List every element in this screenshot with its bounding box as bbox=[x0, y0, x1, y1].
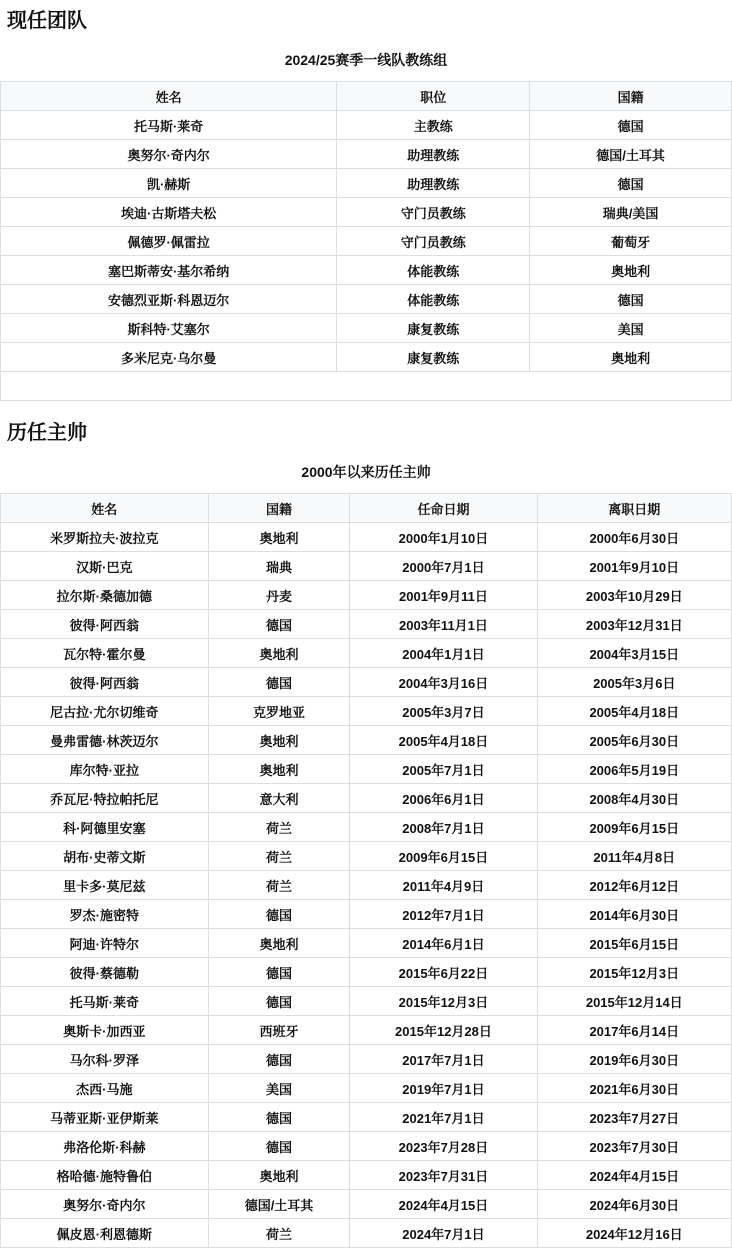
table-cell: 2015年6月22日 bbox=[350, 958, 537, 987]
column-header: 离职日期 bbox=[537, 494, 731, 523]
table-row bbox=[1, 813, 732, 842]
column-header: 职位 bbox=[337, 82, 530, 111]
table-row bbox=[1, 1132, 732, 1161]
table-cell: 德国/土耳其 bbox=[530, 140, 732, 169]
table-cell: 托马斯·莱奇 bbox=[1, 987, 209, 1016]
table-cell: 2012年6月12日 bbox=[537, 871, 731, 900]
table-cell: 德国 bbox=[208, 1132, 350, 1161]
managers-history-table-body bbox=[1, 523, 732, 1248]
table-cell: 2001年9月10日 bbox=[537, 552, 731, 581]
managers-history-table-header bbox=[1, 494, 732, 523]
table-cell: 2015年6月15日 bbox=[537, 929, 731, 958]
table-cell: 米罗斯拉夫·波拉克 bbox=[1, 523, 209, 552]
table-cell: 2015年12月3日 bbox=[350, 987, 537, 1016]
table-cell: 塞巴斯蒂安·基尔希纳 bbox=[1, 256, 337, 285]
table-row bbox=[1, 140, 732, 169]
table-cell: 2001年9月11日 bbox=[350, 581, 537, 610]
table-cell: 美国 bbox=[530, 314, 732, 343]
table-cell: 奥努尔·奇内尔 bbox=[1, 1190, 209, 1219]
table-cell: 奥地利 bbox=[530, 343, 732, 372]
table-cell: 荷兰 bbox=[208, 842, 350, 871]
table-cell: 2024年12月16日 bbox=[537, 1219, 731, 1248]
table-row bbox=[1, 1103, 732, 1132]
table-cell: 佩德罗·佩雷拉 bbox=[1, 227, 337, 256]
table-cell: 马尔科·罗泽 bbox=[1, 1045, 209, 1074]
table-row bbox=[1, 523, 732, 552]
table-row bbox=[1, 842, 732, 871]
table-cell: 2011年4月8日 bbox=[537, 842, 731, 871]
table-cell: 主教练 bbox=[337, 111, 530, 140]
former-managers-section bbox=[0, 422, 732, 1248]
table-cell: 康复教练 bbox=[337, 314, 530, 343]
table-cell: 里卡多·莫尼兹 bbox=[1, 871, 209, 900]
table-cell: 瑞典 bbox=[208, 552, 350, 581]
table-cell: 2004年3月16日 bbox=[350, 668, 537, 697]
table-cell: 2021年7月1日 bbox=[350, 1103, 537, 1132]
table-row bbox=[1, 314, 732, 343]
table-row bbox=[1, 610, 732, 639]
table-cell: 奥努尔·奇内尔 bbox=[1, 140, 337, 169]
table-cell: 奥地利 bbox=[530, 256, 732, 285]
table-cell: 2024年4月15日 bbox=[537, 1161, 731, 1190]
table-cell: 尼古拉·尤尔切维奇 bbox=[1, 697, 209, 726]
table-cell: 2015年12月28日 bbox=[350, 1016, 537, 1045]
table-cell: 德国 bbox=[208, 1103, 350, 1132]
column-header: 任命日期 bbox=[350, 494, 537, 523]
table-cell: 2012年7月1日 bbox=[350, 900, 537, 929]
table-cell: 瑞典/美国 bbox=[530, 198, 732, 227]
table-cell: 奥地利 bbox=[208, 639, 350, 668]
current-team-section bbox=[0, 10, 732, 401]
table-row bbox=[1, 343, 732, 372]
table-cell: 斯科特·艾塞尔 bbox=[1, 314, 337, 343]
table-row bbox=[1, 668, 732, 697]
table-row bbox=[1, 784, 732, 813]
table-cell: 2024年7月1日 bbox=[350, 1219, 537, 1248]
table-row bbox=[1, 871, 732, 900]
table-cell: 西班牙 bbox=[208, 1016, 350, 1045]
column-header: 国籍 bbox=[530, 82, 732, 111]
coaching-staff-table-caption: 2024/25赛季一线队教练组 bbox=[284, 52, 448, 68]
table-cell: 彼得·阿西翁 bbox=[1, 668, 209, 697]
table-row bbox=[1, 987, 732, 1016]
table-cell: 2023年7月31日 bbox=[350, 1161, 537, 1190]
table-cell: 2023年7月30日 bbox=[537, 1132, 731, 1161]
table-cell: 体能教练 bbox=[337, 256, 530, 285]
table-cell: 拉尔斯·桑德加德 bbox=[1, 581, 209, 610]
table-cell: 2023年7月28日 bbox=[350, 1132, 537, 1161]
coaching-staff-table bbox=[0, 40, 732, 401]
table-row bbox=[1, 697, 732, 726]
table-cell: 彼得·蔡德勒 bbox=[1, 958, 209, 987]
header-row bbox=[1, 82, 732, 111]
table-row bbox=[1, 726, 732, 755]
table-cell: 2009年6月15日 bbox=[350, 842, 537, 871]
table-cell: 2004年3月15日 bbox=[537, 639, 731, 668]
table-cell: 曼弗雷德·林茨迈尔 bbox=[1, 726, 209, 755]
table-row bbox=[1, 581, 732, 610]
table-row bbox=[1, 929, 732, 958]
table-cell: 2003年10月29日 bbox=[537, 581, 731, 610]
table-cell: 美国 bbox=[208, 1074, 350, 1103]
table-cell: 2023年7月27日 bbox=[537, 1103, 731, 1132]
column-header: 姓名 bbox=[1, 494, 209, 523]
table-row bbox=[1, 552, 732, 581]
table-cell: 佩皮恩·利恩德斯 bbox=[1, 1219, 209, 1248]
table-row bbox=[1, 169, 732, 198]
table-cell: 德国 bbox=[208, 987, 350, 1016]
table-cell: 2014年6月30日 bbox=[537, 900, 731, 929]
table-row bbox=[1, 1190, 732, 1219]
table-row bbox=[1, 1219, 732, 1248]
table-row bbox=[1, 1045, 732, 1074]
table-cell: 弗洛伦斯·科赫 bbox=[1, 1132, 209, 1161]
empty-footer-row bbox=[1, 372, 732, 401]
table-cell: 2015年12月3日 bbox=[537, 958, 731, 987]
table-cell: 格哈德·施特鲁伯 bbox=[1, 1161, 209, 1190]
table-cell: 奥地利 bbox=[208, 755, 350, 784]
table-cell: 助理教练 bbox=[337, 140, 530, 169]
table-cell: 托马斯·莱奇 bbox=[1, 111, 337, 140]
table-cell: 库尔特·亚拉 bbox=[1, 755, 209, 784]
table-cell: 2005年3月6日 bbox=[537, 668, 731, 697]
table-cell: 助理教练 bbox=[337, 169, 530, 198]
table-cell: 德国 bbox=[208, 1045, 350, 1074]
table-cell: 克罗地亚 bbox=[208, 697, 350, 726]
column-header: 姓名 bbox=[1, 82, 337, 111]
table-cell: 2005年4月18日 bbox=[350, 726, 537, 755]
table-cell: 意大利 bbox=[208, 784, 350, 813]
table-cell: 杰西·马施 bbox=[1, 1074, 209, 1103]
table-cell: 奥地利 bbox=[208, 523, 350, 552]
table-cell: 安德烈亚斯·科恩迈尔 bbox=[1, 285, 337, 314]
table-cell: 2003年12月31日 bbox=[537, 610, 731, 639]
table-row bbox=[1, 1074, 732, 1103]
table-cell: 阿迪·许特尔 bbox=[1, 929, 209, 958]
table-cell: 2011年4月9日 bbox=[350, 871, 537, 900]
table-cell: 2004年1月1日 bbox=[350, 639, 537, 668]
managers-history-table bbox=[0, 452, 732, 1248]
coaching-staff-table-header bbox=[1, 82, 732, 111]
table-cell: 马蒂亚斯·亚伊斯莱 bbox=[1, 1103, 209, 1132]
coaching-staff-table-footer bbox=[1, 372, 732, 401]
table-cell: 德国/土耳其 bbox=[208, 1190, 350, 1219]
table-cell: 2019年6月30日 bbox=[537, 1045, 731, 1074]
table-cell: 2017年6月14日 bbox=[537, 1016, 731, 1045]
table-cell: 2024年4月15日 bbox=[350, 1190, 537, 1219]
table-cell: 罗杰·施密特 bbox=[1, 900, 209, 929]
table-cell: 葡萄牙 bbox=[530, 227, 732, 256]
table-cell: 彼得·阿西翁 bbox=[1, 610, 209, 639]
table-cell: 2009年6月15日 bbox=[537, 813, 731, 842]
table-cell: 多米尼克·乌尔曼 bbox=[1, 343, 337, 372]
table-row bbox=[1, 1161, 732, 1190]
empty-footer-cell bbox=[1, 372, 732, 401]
header-row bbox=[1, 494, 732, 523]
table-cell: 体能教练 bbox=[337, 285, 530, 314]
table-row bbox=[1, 1016, 732, 1045]
table-cell: 德国 bbox=[208, 958, 350, 987]
coaching-staff-table-body bbox=[1, 111, 732, 372]
table-cell: 埃迪·古斯塔夫松 bbox=[1, 198, 337, 227]
table-cell: 德国 bbox=[530, 111, 732, 140]
table-cell: 康复教练 bbox=[337, 343, 530, 372]
table-cell: 德国 bbox=[208, 610, 350, 639]
table-cell: 乔瓦尼·特拉帕托尼 bbox=[1, 784, 209, 813]
table-cell: 荷兰 bbox=[208, 813, 350, 842]
table-row bbox=[1, 256, 732, 285]
table-cell: 2019年7月1日 bbox=[350, 1074, 537, 1103]
table-cell: 2008年4月30日 bbox=[537, 784, 731, 813]
table-cell: 2006年6月1日 bbox=[350, 784, 537, 813]
table-cell: 2005年3月7日 bbox=[350, 697, 537, 726]
table-cell: 德国 bbox=[208, 900, 350, 929]
table-row bbox=[1, 227, 732, 256]
current-team-heading: 现任团队 bbox=[7, 10, 87, 32]
table-cell: 2021年6月30日 bbox=[537, 1074, 731, 1103]
table-cell: 守门员教练 bbox=[337, 227, 530, 256]
table-cell: 2000年7月1日 bbox=[350, 552, 537, 581]
table-cell: 奥地利 bbox=[208, 929, 350, 958]
table-cell: 2000年6月30日 bbox=[537, 523, 731, 552]
table-cell: 瓦尔特·霍尔曼 bbox=[1, 639, 209, 668]
table-cell: 2008年7月1日 bbox=[350, 813, 537, 842]
table-row bbox=[1, 900, 732, 929]
table-cell: 奥地利 bbox=[208, 726, 350, 755]
table-cell: 2000年1月10日 bbox=[350, 523, 537, 552]
table-cell: 2005年4月18日 bbox=[537, 697, 731, 726]
table-cell: 2005年6月30日 bbox=[537, 726, 731, 755]
managers-history-table-caption: 2000年以来历任主帅 bbox=[301, 464, 431, 480]
table-cell: 科·阿德里安塞 bbox=[1, 813, 209, 842]
table-cell: 2006年5月19日 bbox=[537, 755, 731, 784]
table-row bbox=[1, 285, 732, 314]
table-row bbox=[1, 639, 732, 668]
table-cell: 荷兰 bbox=[208, 1219, 350, 1248]
table-row bbox=[1, 958, 732, 987]
table-cell: 德国 bbox=[208, 668, 350, 697]
table-cell: 荷兰 bbox=[208, 871, 350, 900]
table-cell: 德国 bbox=[530, 285, 732, 314]
table-row bbox=[1, 198, 732, 227]
table-cell: 奥斯卡·加西亚 bbox=[1, 1016, 209, 1045]
table-cell: 汉斯·巴克 bbox=[1, 552, 209, 581]
table-row bbox=[1, 111, 732, 140]
table-cell: 2014年6月1日 bbox=[350, 929, 537, 958]
table-cell: 2024年6月30日 bbox=[537, 1190, 731, 1219]
table-cell: 德国 bbox=[530, 169, 732, 198]
table-cell: 2003年11月1日 bbox=[350, 610, 537, 639]
table-cell: 2015年12月14日 bbox=[537, 987, 731, 1016]
table-cell: 奥地利 bbox=[208, 1161, 350, 1190]
table-cell: 2017年7月1日 bbox=[350, 1045, 537, 1074]
table-cell: 胡布·史蒂文斯 bbox=[1, 842, 209, 871]
table-cell: 守门员教练 bbox=[337, 198, 530, 227]
column-header: 国籍 bbox=[208, 494, 350, 523]
table-cell: 凯·赫斯 bbox=[1, 169, 337, 198]
table-cell: 丹麦 bbox=[208, 581, 350, 610]
table-cell: 2005年7月1日 bbox=[350, 755, 537, 784]
former-managers-heading: 历任主帅 bbox=[7, 422, 87, 444]
table-row bbox=[1, 755, 732, 784]
